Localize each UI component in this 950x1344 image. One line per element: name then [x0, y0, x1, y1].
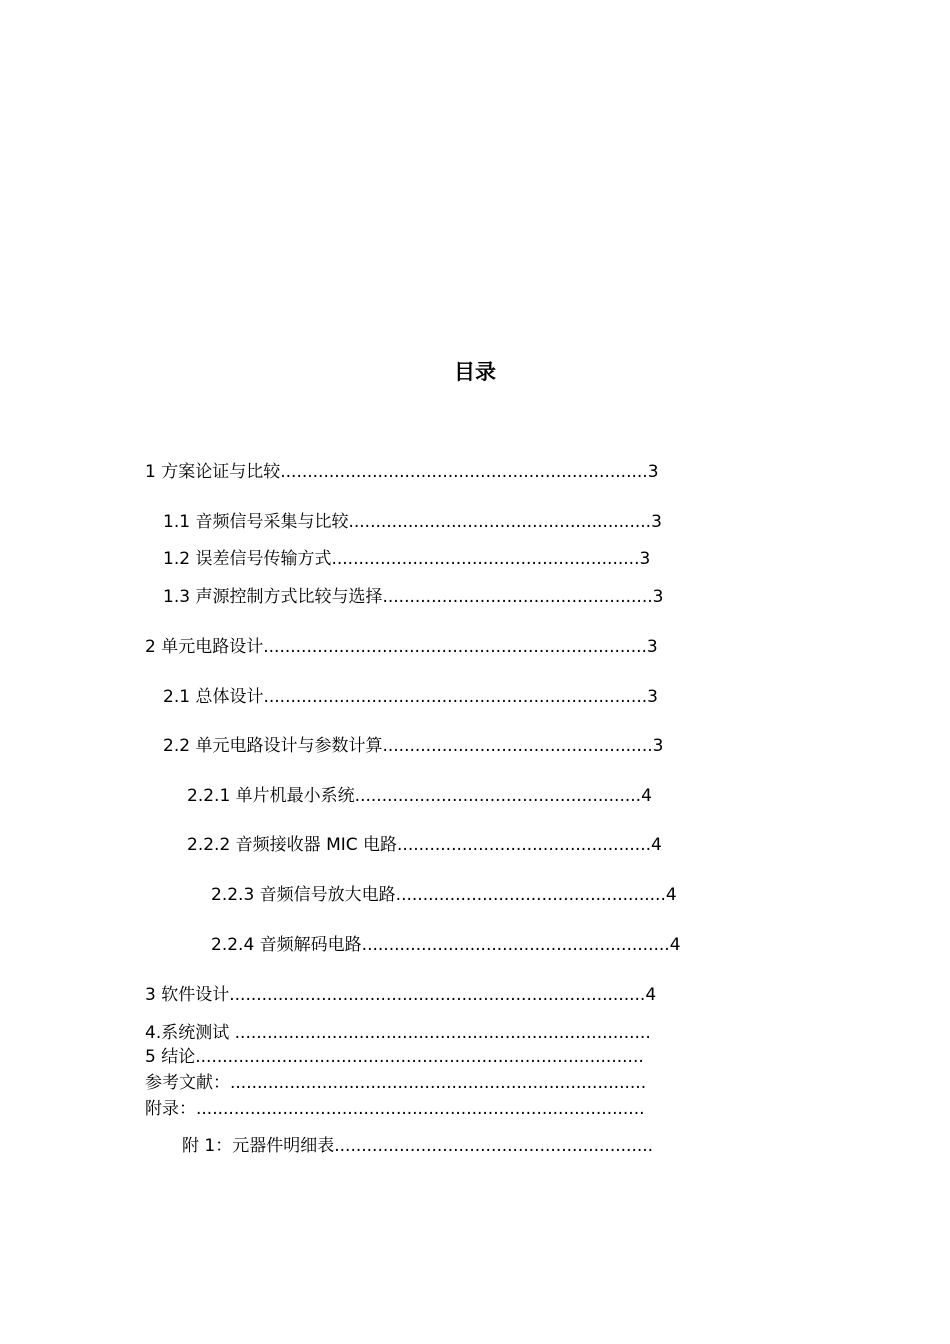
toc-text: 单片机最小系统	[235, 786, 355, 806]
toc-entry-appendix[interactable]	[145, 1098, 645, 1120]
toc-entry-1-2[interactable]	[163, 548, 650, 570]
toc-number: 1.3	[163, 587, 191, 607]
toc-page: 3	[652, 587, 664, 607]
toc-text: 单元电路设计与参数计算	[195, 736, 383, 756]
toc-text: 方案论证与比较	[161, 462, 281, 482]
toc-leader-dots: .............................................................................	[229, 985, 646, 1005]
toc-leader-dots: ...........................................................	[334, 1136, 654, 1156]
toc-entry-references[interactable]	[145, 1072, 646, 1094]
toc-entry-2-2[interactable]	[163, 735, 663, 757]
toc-entry-5[interactable]	[145, 1046, 644, 1068]
toc-text: 音频信号采集与比较	[195, 512, 349, 532]
toc-text: 参考文献：	[145, 1073, 230, 1093]
toc-page: 3	[639, 549, 651, 569]
toc-entry-2-2-1[interactable]	[187, 785, 652, 807]
toc-page: 3	[646, 637, 658, 657]
toc-text: 附录：	[145, 1099, 196, 1119]
toc-entry-2-2-4[interactable]	[211, 934, 681, 956]
toc-page: 4	[651, 835, 662, 855]
toc-page: 3	[652, 736, 664, 756]
toc-leader-dots: .........................................................	[361, 935, 670, 955]
toc-leader-dots: ..................................................	[382, 736, 653, 756]
toc-leader-dots: .............................................................................	[230, 1073, 647, 1093]
toc-entry-2[interactable]	[145, 636, 658, 658]
toc-leader-dots: .....................................................	[354, 786, 642, 806]
toc-leader-dots: .......................................................................	[263, 637, 647, 657]
toc-text: 声源控制方式比较与选择	[195, 587, 383, 607]
toc-text: 音频解码电路	[259, 935, 362, 955]
toc-text: 误差信号传输方式	[195, 549, 332, 569]
toc-text: 音频信号放大电路	[259, 885, 396, 905]
toc-leader-dots: ...............................................	[397, 835, 652, 855]
toc-title: 目录	[454, 360, 496, 384]
toc-leader-dots: .......................................................................	[263, 687, 648, 707]
toc-leader-dots: ..................................................	[382, 587, 653, 607]
toc-number: 2.2.2	[187, 835, 231, 855]
toc-text: 结论	[161, 1047, 196, 1067]
toc-page: 4	[665, 885, 677, 905]
toc-entry-1[interactable]	[145, 461, 659, 483]
toc-text: 总体设计	[195, 687, 264, 707]
toc-leader-dots: ...................................................................................	[196, 1099, 645, 1119]
toc-page: 4	[669, 935, 681, 955]
toc-leader-dots: ........................................................	[348, 512, 652, 532]
toc-leader-dots: ....................................................................	[280, 462, 648, 482]
toc-leader-dots: .............................................................................	[234, 1023, 651, 1043]
toc-page: 3	[647, 462, 659, 482]
toc-number: 2	[145, 637, 156, 657]
toc-entry-2-2-3[interactable]	[211, 884, 677, 906]
toc-number: 2.1	[163, 687, 191, 707]
toc-number: 2.2.3	[211, 885, 255, 905]
toc-leader-dots: ...................................................................................	[195, 1047, 644, 1067]
toc-text: 附 1：元器件明细表	[182, 1136, 335, 1156]
toc-entry-3[interactable]	[145, 984, 656, 1006]
toc-leader-dots: ..................................................	[395, 885, 666, 905]
toc-entry-4[interactable]	[145, 1022, 651, 1044]
toc-entry-1-3[interactable]	[163, 586, 663, 608]
toc-number: 1	[145, 462, 156, 482]
toc-number: 2.2	[163, 736, 191, 756]
toc-page: 3	[651, 512, 662, 532]
toc-page: 4	[645, 985, 657, 1005]
toc-text: 软件设计	[161, 985, 230, 1005]
toc-number: 5	[145, 1047, 156, 1067]
toc-text: 系统测试	[161, 1023, 235, 1043]
toc-number: 2.2.4	[211, 935, 255, 955]
toc-entry-2-2-2[interactable]	[187, 834, 662, 856]
toc-text: 音频接收器 MIC 电路	[235, 835, 398, 855]
toc-entry-2-1[interactable]	[163, 686, 658, 708]
toc-number: 3	[145, 985, 156, 1005]
toc-entry-appendix-1[interactable]	[182, 1135, 653, 1157]
toc-text: 单元电路设计	[161, 637, 264, 657]
toc-page: 3	[647, 687, 658, 707]
toc-number: 4.	[145, 1023, 162, 1043]
toc-number: 1.2	[163, 549, 191, 569]
toc-entry-1-1[interactable]	[163, 511, 662, 533]
toc-number: 2.2.1	[187, 786, 231, 806]
toc-leader-dots: .........................................................	[331, 549, 640, 569]
toc-number: 1.1	[163, 512, 191, 532]
toc-page: 4	[641, 786, 652, 806]
